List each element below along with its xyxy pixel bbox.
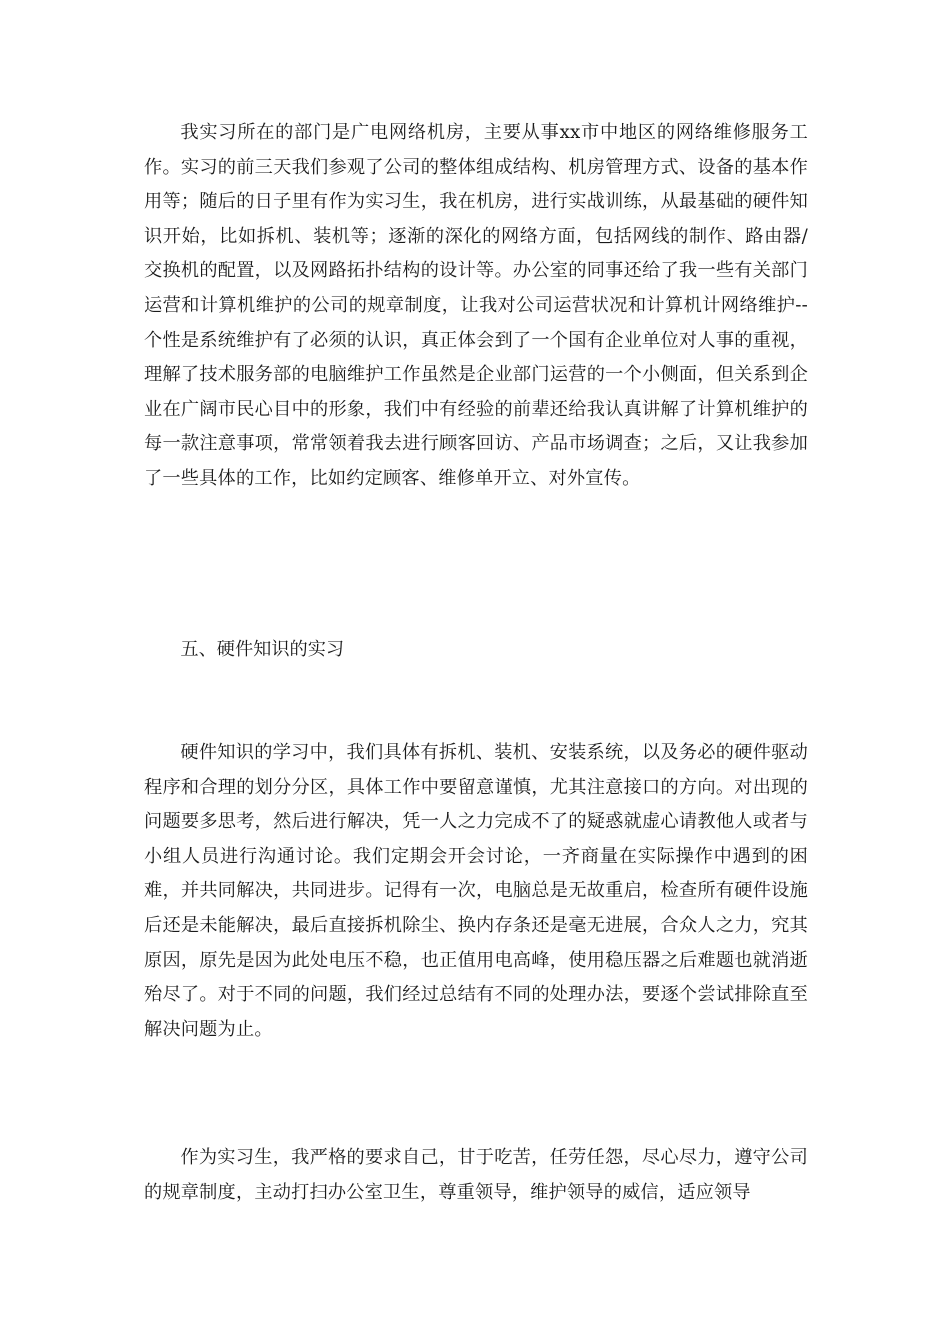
paragraph-intern-attitude: 作为实习生，我严格的要求自己，甘于吃苦，任劳任怨，尽心尽力，遵守公司的规章制度，主动打扫办公室卫生，尊重领导，维护领导的威信，适应领导 <box>144 1147 808 1203</box>
section-heading-hardware: 五、硬件知识的实习 <box>180 639 345 660</box>
paragraph-department-work: 我实习所在的部门是广电网络机房，主要从事xx市中地区的网络维修服务工作。实习的前三天我们参观了公司的整体组成结构、机房管理方式、设备的基本作用等；随后的日子里有作为实习生，我在机房，进行实战训练，从最基础的硬件知识开始，比如拆机、装机等；逐渐的深化的网络方面，包括网线的制作、路由器/交换机的配置，以及网路拓扑结构的设计等。办公室的同事还给了我一些有关部门运营和计算机维护的公司的规章制度，让我对公司运营状况和计算机计网络维护--个性是系统维护有了必须的认识，真正体会到了一个国有企业单位对人事的重视，理解了技术服务部的电脑维护工作虽然是企业部门运营的一个小侧面，但关系到企业在广阔市民心目中的形象，我们中有经验的前辈还给我认真讲解了计算机维护的每一款注意事项，常常领着我去进行顾客回访、产品市场调查；之后，又让我参加了一些具体的工作，比如约定顾客、维修单开立、对外宣传。 <box>144 122 808 489</box>
paragraph-hardware-learning: 硬件知识的学习中，我们具体有拆机、装机、安装系统，以及务必的硬件驱动程序和合理的划分分区，具体工作中要留意谨慎，尤其注意接口的方向。对出现的问题要多思考，然后进行解决，凭一人之力完成不了的疑惑就虚心请教他人或者与小组人员进行沟通讨论。我们定期会开会讨论，一齐商量在实际操作中遇到的困难，并共同解决，共同进步。记得有一次，电脑总是无故重启，检查所有硬件设施后还是未能解决，最后直接拆机除尘、换内存条还是毫无进展，合众人之力，究其原因，原先是因为此处电压不稳，也正值用电高峰，使用稳压器之后难题也就消逝殆尽了。对于不同的问题，我们经过总结有不同的处理办法，要逐个尝试排除直至解决问题为止。 <box>144 742 808 1040</box>
